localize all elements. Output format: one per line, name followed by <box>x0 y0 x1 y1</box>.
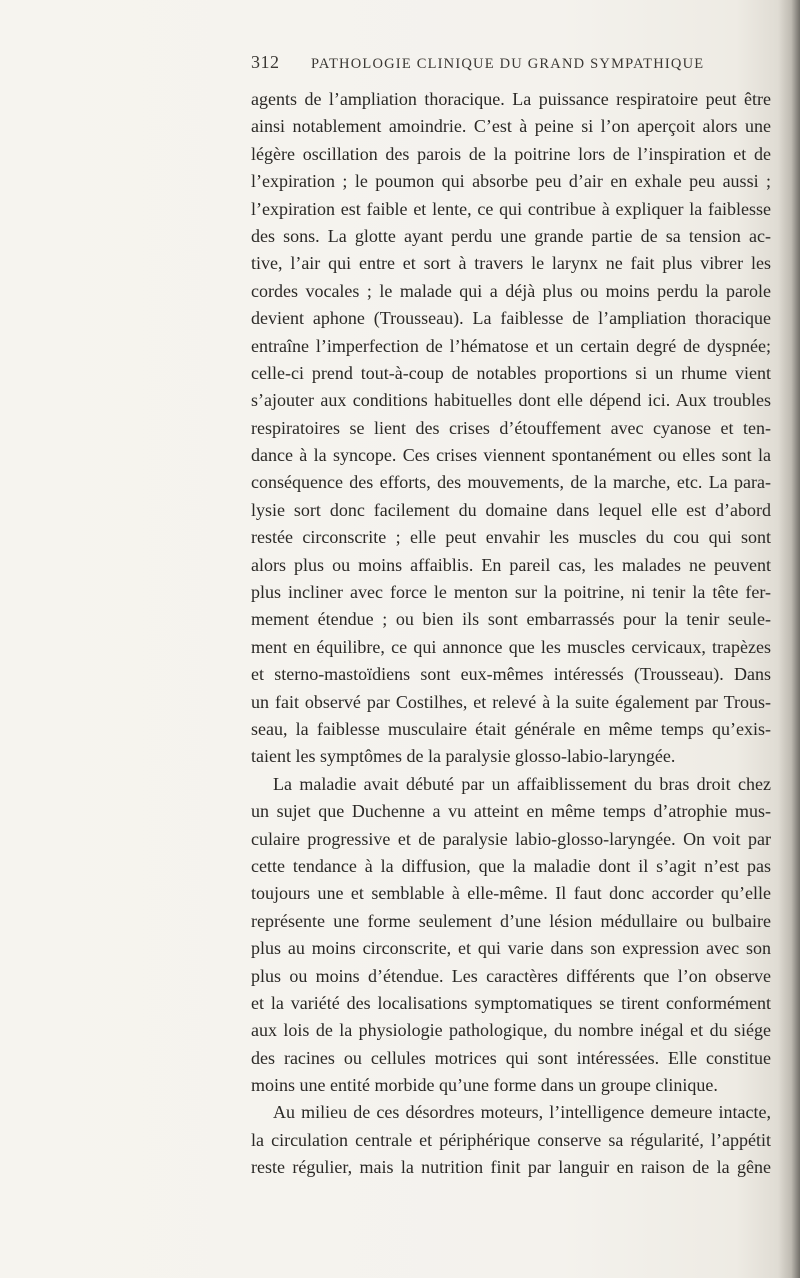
text-line: l’expiration ; le poumon qui absorbe peu d’air en exhale peu aussi ; <box>251 171 771 192</box>
text-line: ainsi notablement amoindrie. C’est à peine si l’on aperçoit alors une <box>251 116 771 137</box>
text-line: celle-ci prend tout-à-coup de notables proportions si un rhume vient <box>251 362 771 383</box>
text-line: des racines ou cellules motrices qui sont intéressées. Elle constitue <box>251 1047 771 1068</box>
text-line: plus incliner avec force le menton sur la poitrine, ni tenir la tête fer- <box>251 582 771 603</box>
text-line: l’expiration est faible et lente, ce qui contribue à expliquer la faiblesse <box>251 198 771 219</box>
text-line: reste régulier, mais la nutrition finit par languir en raison de la gêne <box>251 1157 771 1178</box>
text-line: plus ou moins d’étendue. Les caractères différents que l’on observe <box>251 965 771 986</box>
text-line: et la variété des localisations symptomatiques se tirent conformément <box>251 992 771 1013</box>
text-line: alors plus ou moins affaiblis. En pareil cas, les malades ne peuvent <box>251 554 771 575</box>
text-line: un fait observé par Costilhes, et relevé à la suite également par Trous- <box>251 691 771 712</box>
text-line: et sterno-mastoïdiens sont eux-mêmes intéressés (Trousseau). Dans <box>251 664 771 685</box>
text-line: devient aphone (Trousseau). La faiblesse de l’ampliation thoracique <box>251 308 771 329</box>
running-head: PATHOLOGIE CLINIQUE DU GRAND SYMPATHIQUE <box>311 56 705 72</box>
text-line: s’ajouter aux conditions habituelles dont elle dépend ici. Aux troubles <box>251 390 771 411</box>
text-line: tive, l’air qui entre et sort à travers le larynx ne fait plus vibrer les <box>251 253 771 274</box>
text-line: conséquence des efforts, des mouvements, de la marche, etc. La para- <box>251 472 771 493</box>
text-line: un sujet que Duchenne a vu atteint en même temps d’atrophie mus- <box>251 801 771 822</box>
text-line: mement étendue ; ou bien ils sont embarrassés pour la tenir seule- <box>251 609 771 630</box>
text-line: aux lois de la physiologie pathologique, du nombre inégal et du siége <box>251 1020 771 1041</box>
text-line: agents de l’ampliation thoracique. La puissance respiratoire peut être <box>251 89 771 109</box>
text-line: légère oscillation des parois de la poitrine lors de l’inspiration et de <box>251 143 771 164</box>
text-line: restée circonscrite ; elle peut envahir les muscles du cou qui sont <box>251 527 771 548</box>
page-header <box>251 52 771 82</box>
text-line: dance à la syncope. Ces crises viennent spontanément ou elles sont la <box>251 445 771 466</box>
text-line: plus au moins circonscrite, et qui varie dans son expression avec son <box>251 938 771 959</box>
text-line: taient les symptômes de la paralysie glosso-labio-laryngée. <box>251 746 676 767</box>
text-line: La maladie avait débuté par un affaiblissement du bras droit chez <box>273 773 771 794</box>
text-line: culaire progressive et de paralysie labio-glosso-laryngée. On voit par <box>251 828 771 849</box>
text-line: seau, la faiblesse musculaire était générale en même temps qu’exis- <box>251 718 771 739</box>
text-line: Au milieu de ces désordres moteurs, l’intelligence demeure intacte, <box>273 1102 771 1123</box>
page-number: 312 <box>251 52 280 72</box>
text-line: cordes vocales ; le malade qui a déjà plus ou moins perdu la parole <box>251 280 771 301</box>
page-edge-shadow <box>778 0 800 1278</box>
text-line: toujours une et semblable à elle-même. Il faut donc accorder qu’elle <box>251 883 771 904</box>
text-line: cette tendance à la diffusion, que la maladie dont il s’agit n’est pas <box>251 855 771 876</box>
text-line: entraîne l’imperfection de l’hématose et un certain degré de dyspnée; <box>251 335 771 356</box>
text-line: la circulation centrale et périphérique conserve sa régularité, l’appétit <box>251 1129 771 1150</box>
text-line: lysie sort donc facilement du domaine dans lequel elle est d’abord <box>251 499 771 520</box>
text-line: respiratoires se lient des crises d’étouffement avec cyanose et ten- <box>251 417 771 438</box>
text-line: ment en équilibre, ce qui annonce que les muscles cervicaux, trapèzes <box>251 636 771 657</box>
text-line: représente une forme seulement d’une lésion médullaire ou bulbaire <box>251 910 771 931</box>
body-text <box>251 86 771 1182</box>
text-line: moins une entité morbide qu’une forme dans un groupe clinique. <box>251 1075 718 1096</box>
text-line: des sons. La glotte ayant perdu une grande partie de sa tension ac- <box>251 225 771 246</box>
